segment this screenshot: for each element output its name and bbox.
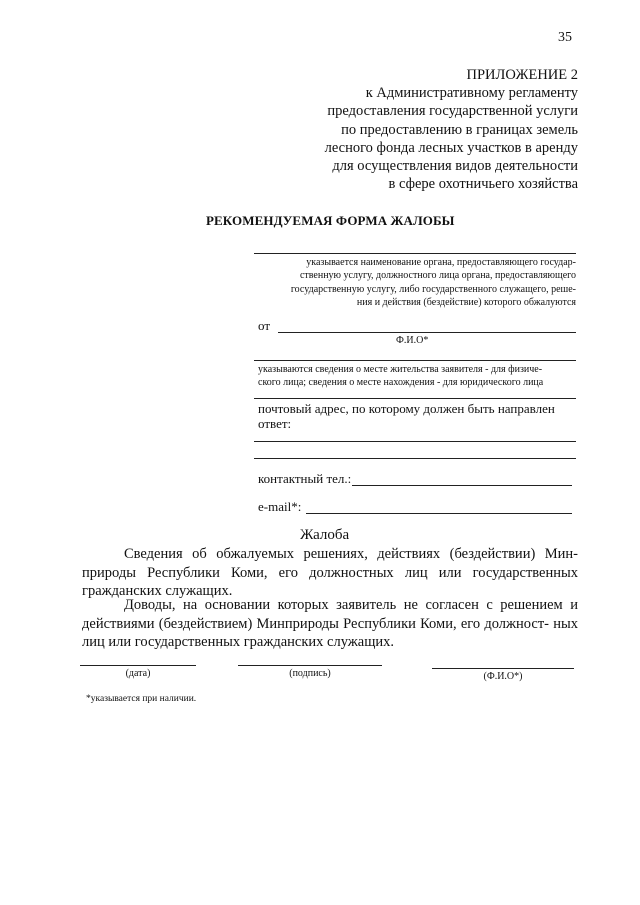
from-label: от (258, 318, 271, 333)
appendix-line: к Административному регламенту (365, 85, 578, 102)
address-line-2[interactable] (254, 398, 576, 399)
phone-line[interactable] (352, 485, 572, 486)
appendix-title: ПРИЛОЖЕНИЕ 2 (466, 67, 578, 83)
complaint-heading: Жалоба (300, 527, 350, 543)
fio-caption: Ф.И.О* (396, 335, 429, 346)
authority-line[interactable] (254, 253, 576, 254)
signature-caption: (подпись) (289, 668, 331, 679)
page-number: 35 (558, 30, 572, 45)
postal-line-2[interactable] (254, 458, 576, 459)
appendix-header (248, 66, 578, 193)
fio-signature-caption: (Ф.И.О*) (483, 671, 523, 682)
address-caption: указываются сведения о месте жительства заявителя - для физиче- ского лица; сведения о месте нахождения - для юридического лица (258, 364, 544, 389)
appendix-line: в сфере охотничьего хозяйства (388, 176, 578, 193)
date-caption: (дата) (125, 668, 151, 679)
appendix-line: предоставления государственной услуги (327, 103, 578, 120)
from-line[interactable] (278, 332, 576, 333)
footnote: *указывается при наличии. (86, 694, 197, 704)
postal-address-label: почтовый адрес, по которому должен быть направлен ответ: (258, 401, 555, 431)
fio-signature-line[interactable] (432, 668, 574, 669)
form-title: РЕКОМЕНДУЕМАЯ ФОРМА ЖАЛОБЫ (206, 213, 455, 228)
email-label: e-mail*: (258, 499, 302, 514)
signature-line[interactable] (238, 665, 382, 666)
email-line[interactable] (306, 513, 572, 514)
appendix-line: для осуществления видов деятельности (332, 158, 578, 175)
date-line[interactable] (80, 665, 196, 666)
appendix-line: по предоставлению в границах земель (341, 121, 578, 138)
complaint-paragraph-2: Доводы, на основании которых заявитель не согласен с решением и действиями (бездействием) Минприроды Республики Коми, его должност- ных лиц или государственных гражданских служащих. (82, 597, 578, 650)
authority-caption: указывается наименование органа, предоставляющего государ- ственную услугу, должностного лица органа, предоставляющего государственную услугу, либо государственного служащего, реше- ния и действия (бездействие) которого обжалуются (290, 257, 576, 308)
address-line[interactable] (254, 360, 576, 361)
complaint-paragraph-1: Сведения об обжалуемых решениях, действиях (бездействии) Мин- природы Республики Коми, его должностных лиц или государственных гражданских служащих. (82, 546, 578, 599)
postal-line-1[interactable] (254, 441, 576, 442)
appendix-line: лесного фонда лесных участков в аренду (324, 139, 578, 156)
phone-label: контактный тел.: (258, 471, 352, 486)
